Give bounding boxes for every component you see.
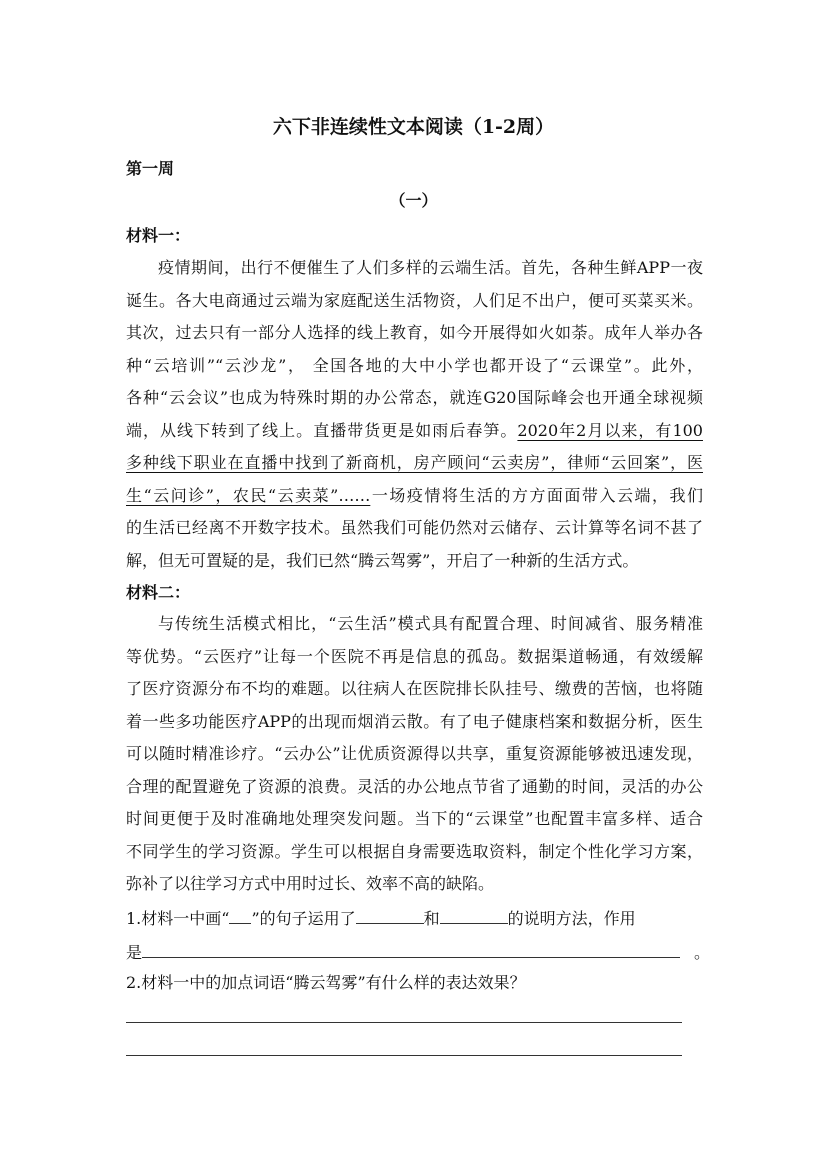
text-line <box>126 415 703 448</box>
answer-blank-2[interactable] <box>440 905 508 924</box>
text-line <box>126 480 703 513</box>
document-title: 六下非连续性文本阅读（1-2周） <box>272 116 555 138</box>
underlined-sentence: 多种线下职业在直播中找到了新商机，房产顾问“云卖房”，律师“云回案”，医 <box>126 453 703 472</box>
text-line: 其次，过去只有一部分人选择的线上教育，如今开展得如火如荼。成年人举办各 <box>126 323 703 342</box>
question-text: ”的句子运用了 <box>251 909 356 928</box>
material-1-text <box>126 252 703 577</box>
text-line: 诞生。各大电商通过云端为家庭配送生活物资，人们足不出户，便可买菜买米。 <box>126 290 703 310</box>
answer-blank-1[interactable] <box>356 905 424 924</box>
text-line: 的生活已经离不开数字技术。虽然我们可能仍然对云储存、云计算等名词不甚了 <box>126 518 703 537</box>
underline-sample <box>229 905 251 924</box>
text-line: 解，但无可置疑的是，我们已然“腾云驾雾”，开启了一种新的生活方式。 <box>126 550 639 570</box>
material-1-heading: 材料一： <box>126 226 191 245</box>
question-1-continued <box>126 937 711 969</box>
text-line: 不同学生的学习资源。学生可以根据自身需要选取资料，制定个性化学习方案， <box>126 841 703 861</box>
underlined-sentence: 2020年2月以来，有100 <box>517 420 703 440</box>
answer-blank-3[interactable] <box>142 939 680 958</box>
section-number: （一） <box>389 191 438 210</box>
text-line: 弥补了以往学习方式中用时过长、效率不高的缺陷。 <box>126 874 495 893</box>
text-segment: 一场疫情将生活的方方面面带入云端，我们 <box>370 485 703 505</box>
question-text: 和 <box>423 909 440 928</box>
question-2: 2.材料一中的加点词语“腾云驾雾”有什么样的表达效果？ <box>126 973 526 992</box>
text-line: 可以随时精准诊疗。“云办公”让优质资源得以共享，重复资源能够被迅速发现， <box>126 744 703 763</box>
week-heading: 第一周 <box>126 159 175 178</box>
text-line: 各种“云会议”也成为特殊时期的办公常态，就连G20国际峰会也开通全球视频 <box>126 388 703 407</box>
text-line: 等优势。“云医疗”让每一个医院不再是信息的孤岛。数据渠道畅通，有效缓解 <box>126 646 703 666</box>
question-1 <box>126 903 703 935</box>
question-text: 1.材料一中画“ <box>126 909 230 928</box>
material-2-text <box>126 608 703 901</box>
text-line: 着一些多功能医疗APP的出现而烟消云散。有了电子健康档案和数据分析，医生 <box>126 711 703 731</box>
text-line: 时间更便于及时准确地处理突发问题。当下的“云课堂”也配置丰富多样、适合 <box>126 809 703 828</box>
text-line: 疫情期间，出行不便催生了人们多样的云端生活。首先，各种生鲜APP一夜 <box>158 258 703 277</box>
answer-line-2[interactable] <box>126 1055 682 1056</box>
answer-line-1[interactable] <box>126 1022 682 1023</box>
material-2-heading: 材料二： <box>126 583 191 602</box>
text-line: 了医疗资源分布不均的难题。以往病人在医院排长队挂号、缴费的苦恼，也将随 <box>126 679 703 698</box>
text-segment: 端，从线下转到了线上。直播带货更是如雨后春笋。 <box>126 420 518 440</box>
question-text: 。 <box>694 943 711 962</box>
question-text: 是 <box>126 943 143 962</box>
text-line: 种“云培训”“云沙龙”， 全国各地的大中小学也都开设了“云课堂”。此外， <box>126 355 703 375</box>
text-line: 与传统生活模式相比，“云生活”模式具有配置合理、时间减省、服务精准 <box>158 614 703 633</box>
underlined-sentence: 生“云问诊”，农民“云卖菜”…… <box>126 485 371 505</box>
question-text: 的说明方法，作用 <box>507 909 636 928</box>
text-line: 合理的配置避免了资源的浪费。灵活的办公地点节省了通勤的时间，灵活的办公 <box>126 776 703 796</box>
